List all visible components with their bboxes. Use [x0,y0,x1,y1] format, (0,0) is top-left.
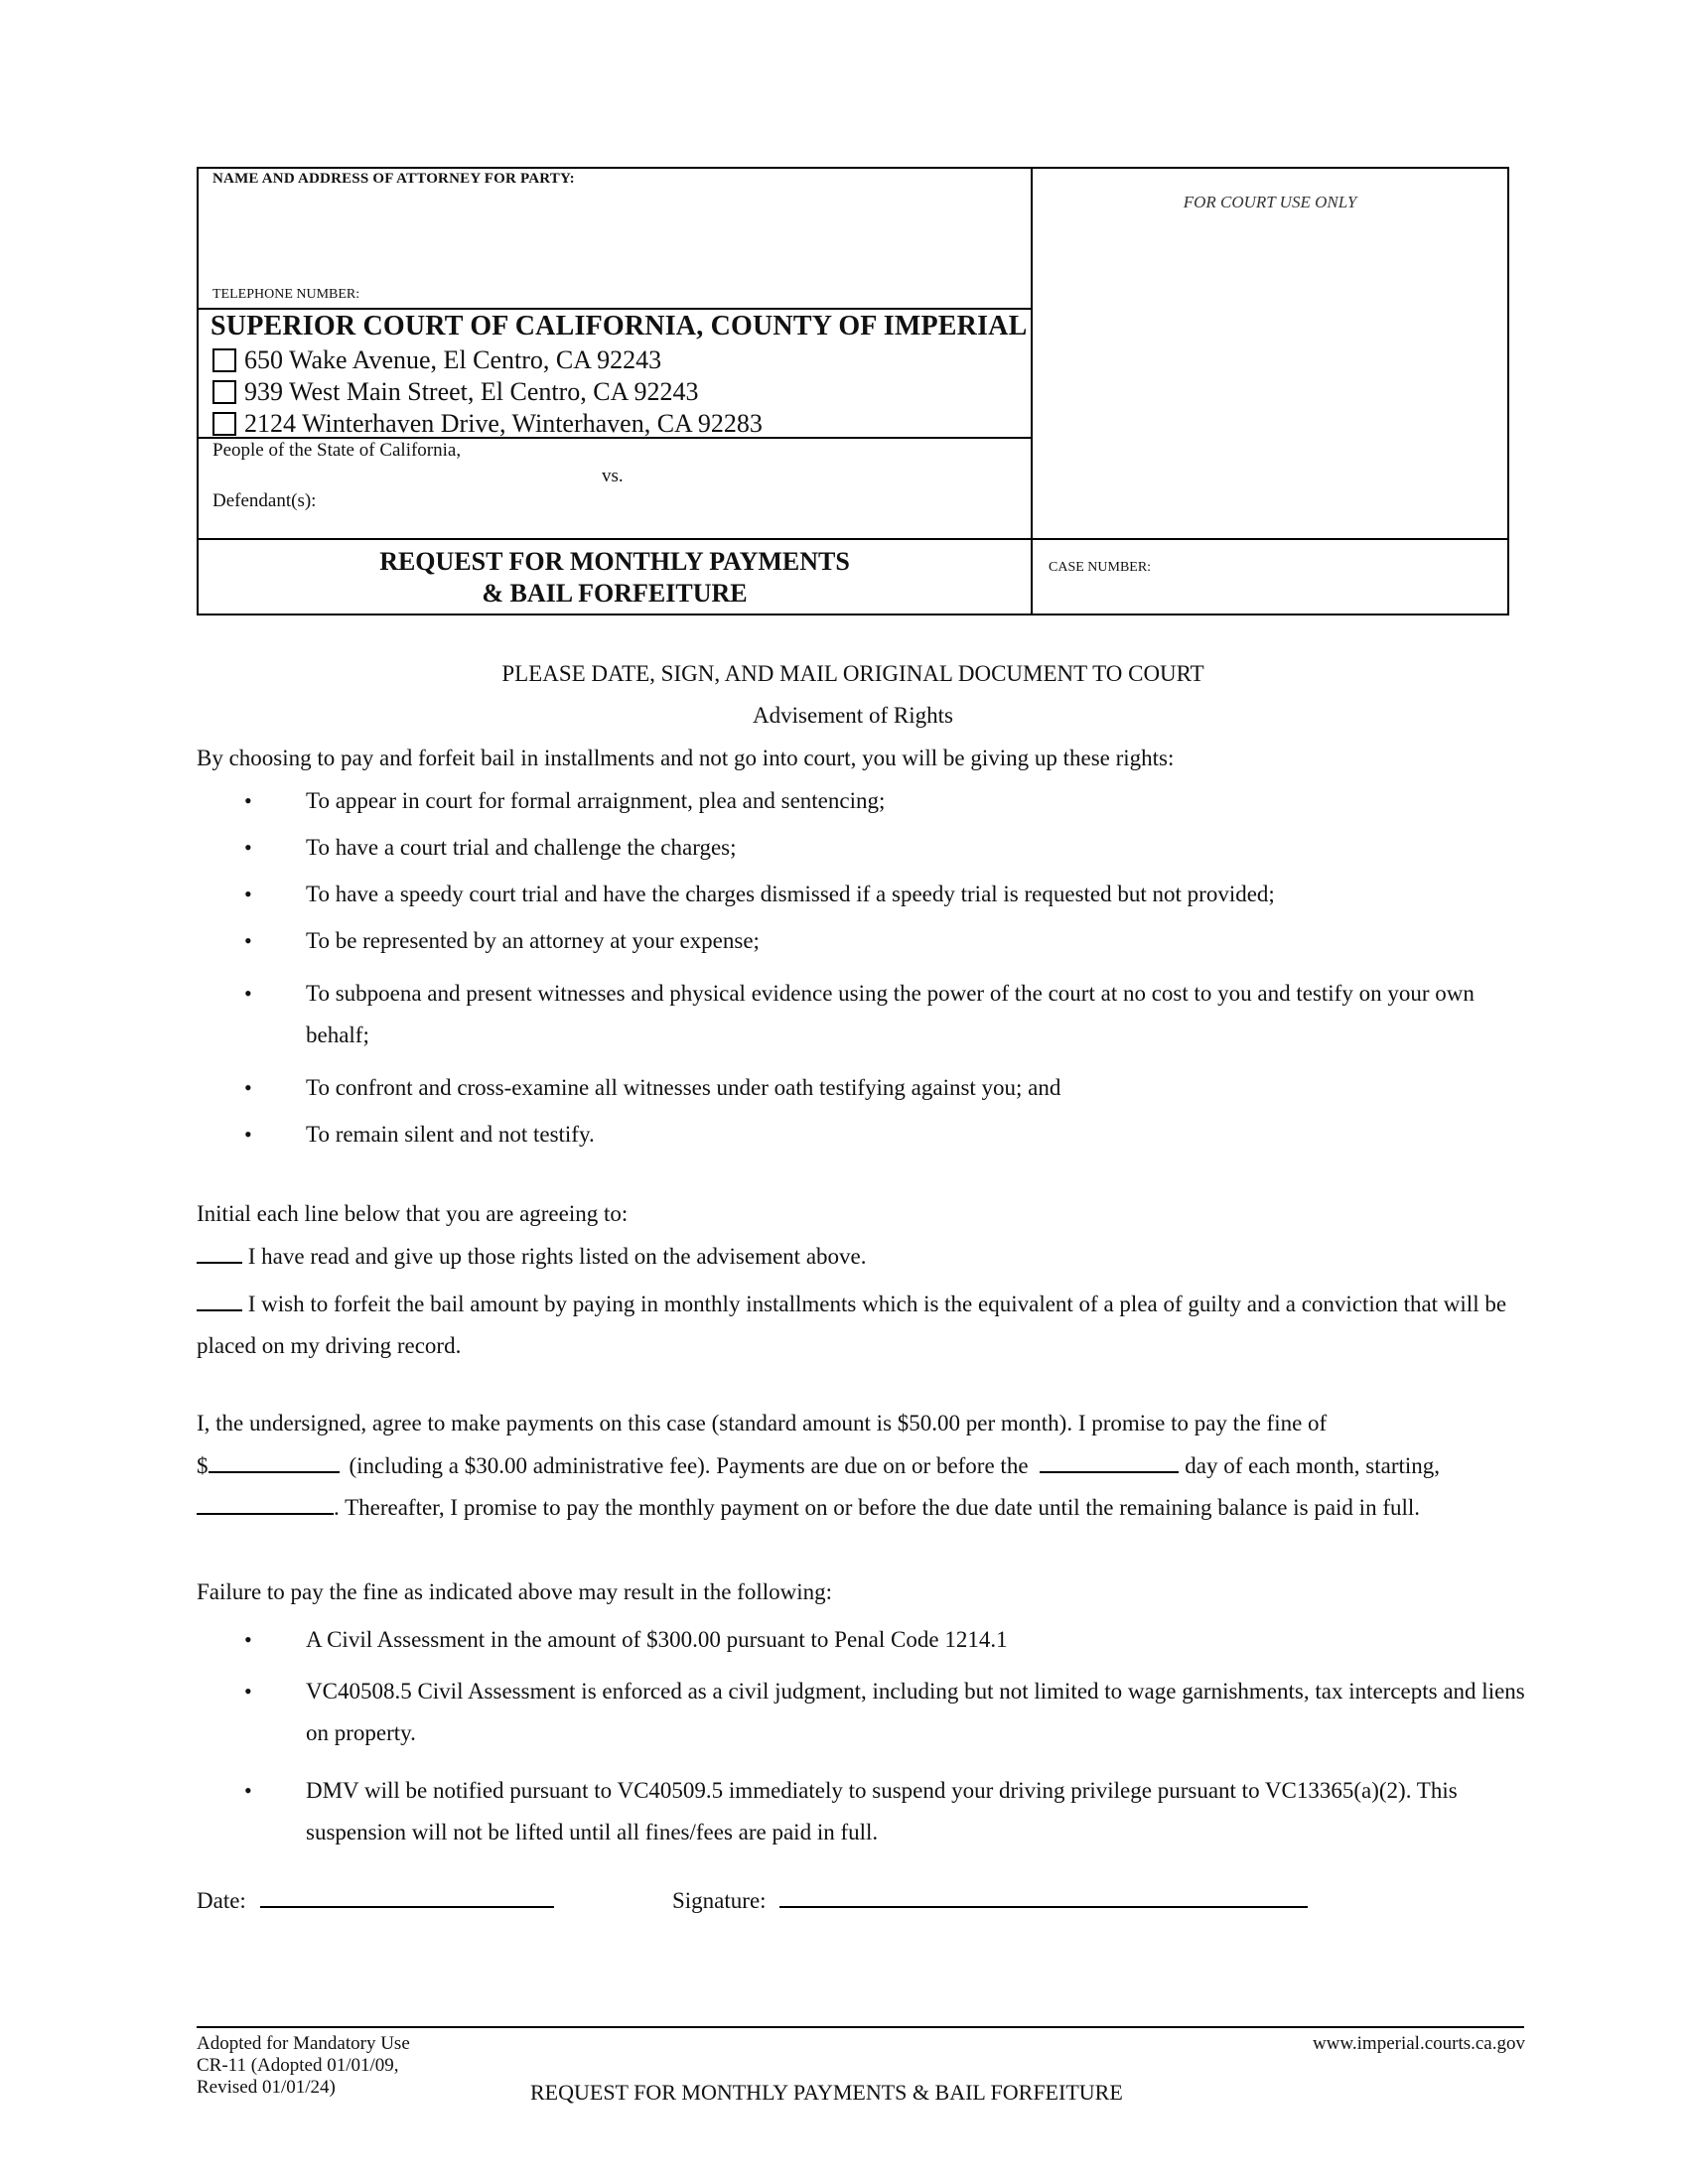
mail-instruction: PLEASE DATE, SIGN, AND MAIL ORIGINAL DOCUMENT TO COURT [501,661,1204,686]
initial-intro: Initial each line below that you are agreeing to: [197,1201,629,1226]
agreement-line-2: $ (including a $30.00 administrative fee). Payments are due on or before the day of each month, starting, [197,1453,1441,1478]
address-option[interactable]: 939 West Main Street, El Centro, CA 92243 [212,376,763,408]
fine-amount-blank[interactable] [209,1451,340,1473]
advisement-title: Advisement of Rights [753,703,953,728]
footer-rule [197,2026,1524,2028]
attorney-label: NAME AND ADDRESS OF ATTORNEY FOR PARTY: [212,171,575,187]
case-number-label: CASE NUMBER: [1049,560,1152,575]
form-title: REQUEST FOR MONTHLY PAYMENTS & BAIL FORFEITURE [379,547,850,608]
footer-form-id: CR-11 (Adopted 01/01/09, [197,2055,399,2076]
initial-blank-2[interactable] [197,1290,242,1311]
divider-attorney [199,308,1031,310]
failure-intro: Failure to pay the fine as indicated above may result in the following: [197,1579,832,1604]
list-item: • To have a court trial and challenge the charges; [197,833,1487,863]
list-item: • To be represented by an attorney at your expense; [197,926,1487,956]
consequence-list [197,1625,1527,1853]
rights-list [197,786,1487,1150]
defendant-label: Defendant(s): [212,490,317,511]
address-option[interactable]: 2124 Winterhaven Drive, Winterhaven, CA 92283 [212,408,763,440]
list-item: • To remain silent and not testify. [197,1120,1487,1150]
court-name: SUPERIOR COURT OF CALIFORNIA, COUNTY OF IMPERIAL [211,311,1028,341]
list-item: • To appear in court for formal arraignment, plea and sentencing; [197,786,1487,816]
initial-blank-1[interactable] [197,1242,242,1264]
signature-blank[interactable] [779,1886,1308,1908]
address-checkbox[interactable] [212,348,236,372]
list-item: • A Civil Assessment in the amount of $300.00 pursuant to Penal Code 1214.1 [197,1625,1527,1655]
footer-left [197,2033,410,2099]
list-item: • To have a speedy court trial and have the charges dismissed if a speedy trial is requested but not provided; [197,880,1487,909]
list-item: • To confront and cross-examine all witnesses under oath testifying against you; and [197,1073,1487,1103]
caption-divider-vertical [1031,169,1033,614]
start-date-blank[interactable] [197,1493,334,1515]
advisement-intro: By choosing to pay and forfeit bail in installments and not go into court, you will be giving up these rights: [197,746,1175,770]
initial-row-1: I have read and give up those rights listed on the advisement above. [197,1242,1517,1272]
address-option[interactable]: 650 Wake Avenue, El Centro, CA 92243 [212,344,763,376]
list-item: • DMV will be notified pursuant to VC40509.5 immediately to suspend your driving privilege pursuant to VC13365(a)(2). This suspension will not be lifted until all fines/fees are paid in full. [197,1770,1527,1853]
court-address-list [212,344,763,440]
list-item: • VC40508.5 Civil Assessment is enforced as a civil judgment, including but not limited to wage garnishments, tax intercepts and liens on property. [197,1671,1527,1754]
vs-label: vs. [602,466,624,486]
date-row: Date: [197,1886,554,1916]
footer-revised: Revised 01/01/24) [197,2077,336,2098]
telephone-label: TELEPHONE NUMBER: [212,287,360,302]
caption-box [197,167,1509,615]
list-item: • To subpoena and present witnesses and physical evidence using the power of the court at no cost to you and testify on your own behalf; [197,973,1487,1056]
footer-adopted: Adopted for Mandatory Use [197,2033,410,2054]
address-checkbox[interactable] [212,412,236,436]
court-use-label: FOR COURT USE ONLY [1183,193,1357,211]
agreement-line-3: . Thereafter, I promise to pay the monthly payment on or before the due date until the remaining balance is paid in full. [197,1493,1420,1523]
divider-title [199,538,1507,540]
address-checkbox[interactable] [212,380,236,404]
footer-website[interactable]: www.imperial.courts.ca.gov [1312,2033,1525,2054]
footer-title: REQUEST FOR MONTHLY PAYMENTS & BAIL FORFEITURE [530,2080,1123,2105]
date-blank[interactable] [260,1886,554,1908]
initial-row-2: I wish to forfeit the bail amount by paying in monthly installments which is the equivalent of a plea of guilty and a conviction that will be placed on my driving record. [197,1292,1507,1358]
signature-row: Signature: [672,1886,1308,1916]
agreement-line-1: I, the undersigned, agree to make payments on this case (standard amount is $50.00 per month). I promise to pay the fine of [197,1411,1328,1435]
plaintiff-label: People of the State of California, [212,440,462,461]
due-day-blank[interactable] [1040,1451,1179,1473]
